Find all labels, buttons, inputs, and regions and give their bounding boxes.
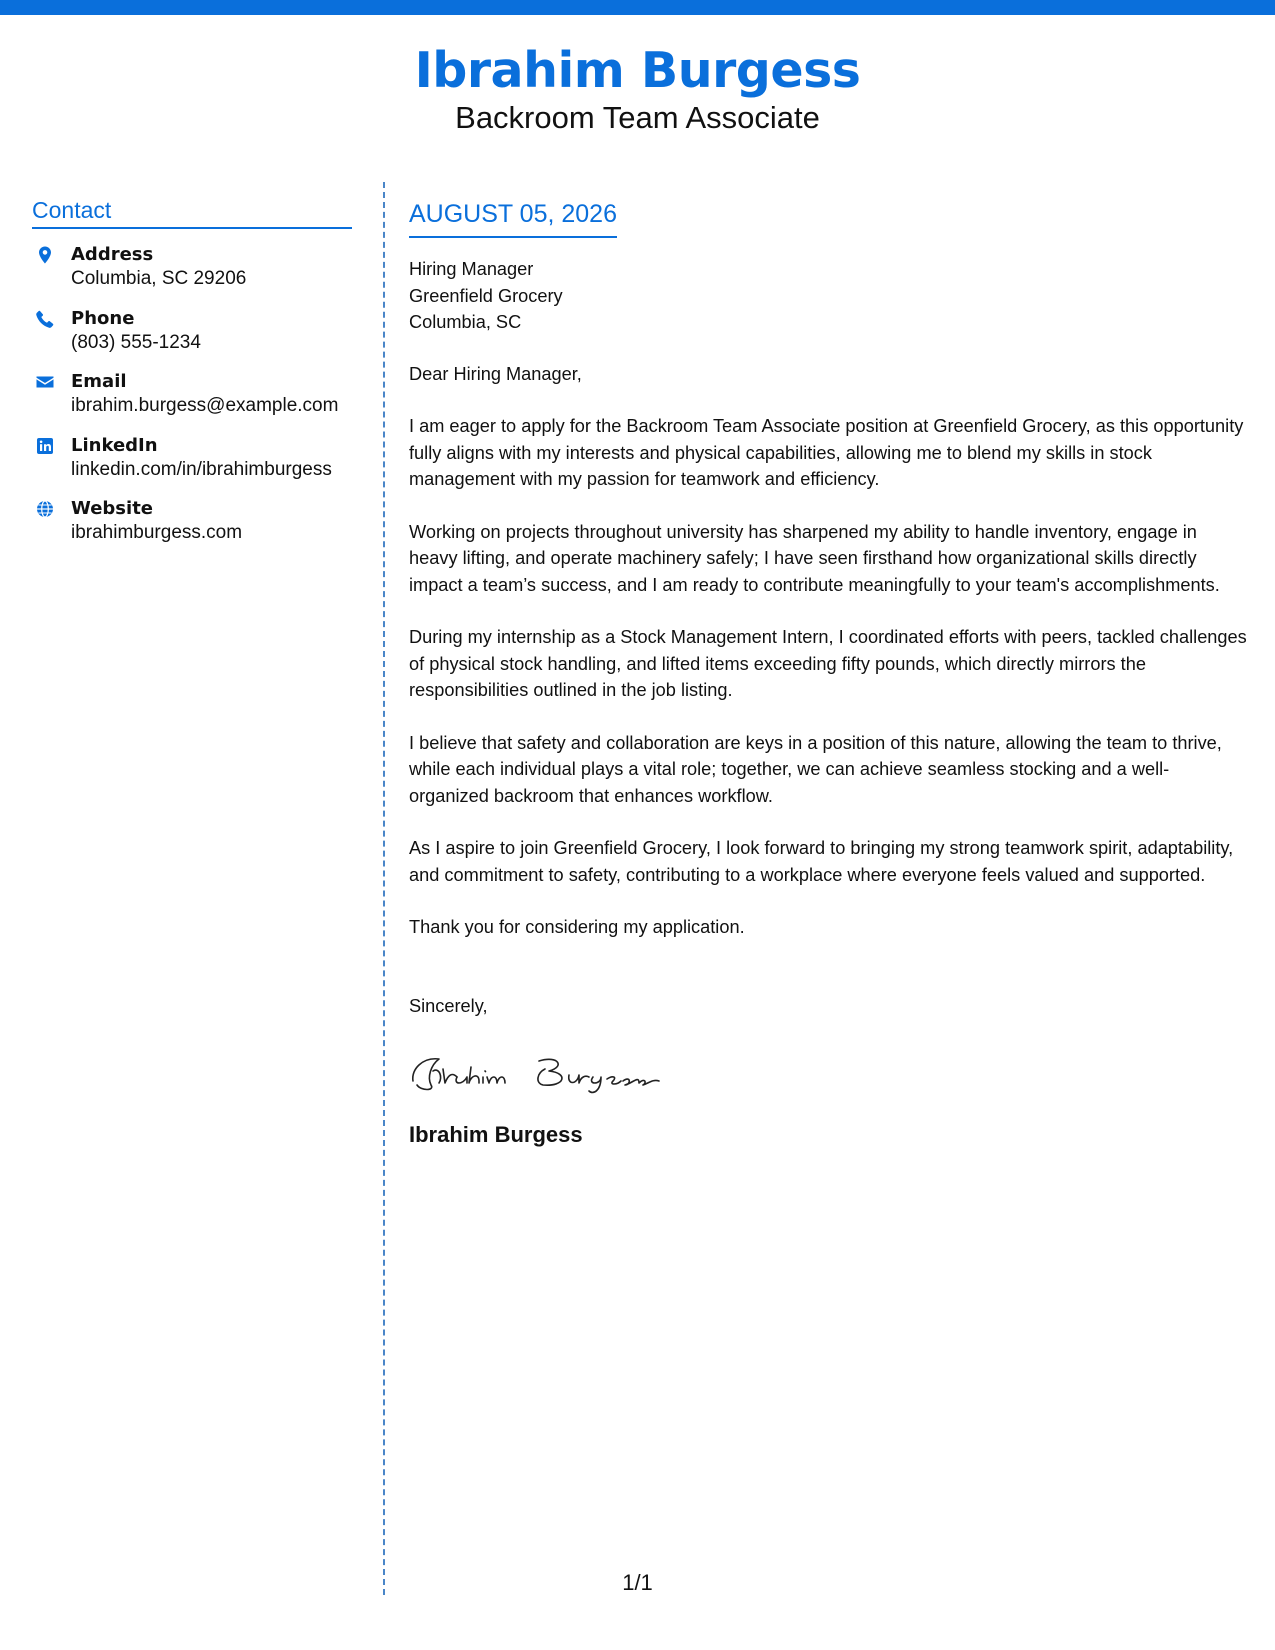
address-value: Columbia, SC 29206 (71, 268, 247, 289)
paragraph: During my internship as a Stock Management Intern, I coordinated efforts with peers, tackled challenges of physical stock handling, and lifted items exceeding fifty pounds, which directly mirrors the responsibilities outlined in the job listing. (409, 627, 1247, 700)
contact-heading: Contact (32, 196, 352, 229)
recipient-line: Columbia, SC (409, 312, 522, 332)
paragraph: Thank you for considering my application. (409, 917, 745, 937)
contact-item-linkedin (32, 434, 352, 498)
contact-item-address (32, 243, 352, 307)
address-label: Address (71, 244, 154, 265)
phone-value: (803) 555-1234 (71, 331, 201, 353)
paragraph: As I aspire to join Greenfield Grocery, I look forward to bringing my strong teamwork spirit, adaptability, and commitment to safety, contributing to a workplace where everyone feels valued and supported. (409, 838, 1234, 885)
handwritten-signature (409, 1047, 669, 1097)
linkedin-icon (35, 436, 55, 456)
top-accent-bar (0, 0, 1275, 15)
page-number: 1/1 (622, 1570, 653, 1595)
email-value[interactable]: ibrahim.burgess@example.com (71, 395, 339, 416)
paragraph: I believe that safety and collaboration are keys in a position of this nature, allowing the team to thrive, while each individual plays a vital role; together, we can achieve seamless stocking and a well-organized backroom that enhances workflow. (409, 732, 1222, 806)
contact-item-email (32, 370, 352, 434)
closing: Sincerely, (409, 995, 488, 1016)
contact-item-website (32, 497, 352, 561)
contact-sidebar (32, 196, 352, 561)
recipient-line: Hiring Manager (409, 259, 534, 279)
email-label: Email (71, 371, 127, 392)
job-title: Backroom Team Associate (455, 100, 820, 135)
paragraph: Working on projects throughout university has sharpened my ability to handle inventory, engage in heavy lifting, and operate machinery safely; I have seen firsthand how organizational skills directly impact a team’s success, and I am ready to contribute meaningfully to your team's accomplishments. (409, 521, 1220, 595)
globe-icon (35, 499, 55, 519)
map-pin-icon (35, 245, 55, 265)
paragraph: I am eager to apply for the Backroom Team Associate position at Greenfield Grocery, as this opportunity fully aligns with my interests and physical capabilities, allowing me to blend my skills in stock management with my passion for teamwork and efficiency. (409, 416, 1244, 489)
signed-name: Ibrahim Burgess (409, 1121, 583, 1147)
salutation: Dear Hiring Manager, (409, 363, 582, 384)
contact-item-phone (32, 307, 352, 371)
recipient-block (409, 256, 1249, 336)
contact-list (32, 243, 352, 561)
linkedin-value[interactable]: linkedin.com/in/ibrahimburgess (71, 458, 332, 480)
envelope-icon (35, 372, 55, 392)
linkedin-label: LinkedIn (71, 434, 158, 456)
letter-date: AUGUST 05, 2026 (409, 198, 617, 238)
letter-body (409, 198, 1249, 1149)
header (0, 42, 1275, 136)
applicant-name: Ibrahim Burgess (414, 42, 861, 99)
phone-label: Phone (71, 307, 135, 329)
phone-icon (35, 309, 55, 329)
recipient-line: Greenfield Grocery (409, 285, 563, 306)
column-divider (383, 182, 385, 1595)
website-label: Website (71, 498, 154, 519)
website-value[interactable]: ibrahimburgess.com (71, 522, 243, 543)
